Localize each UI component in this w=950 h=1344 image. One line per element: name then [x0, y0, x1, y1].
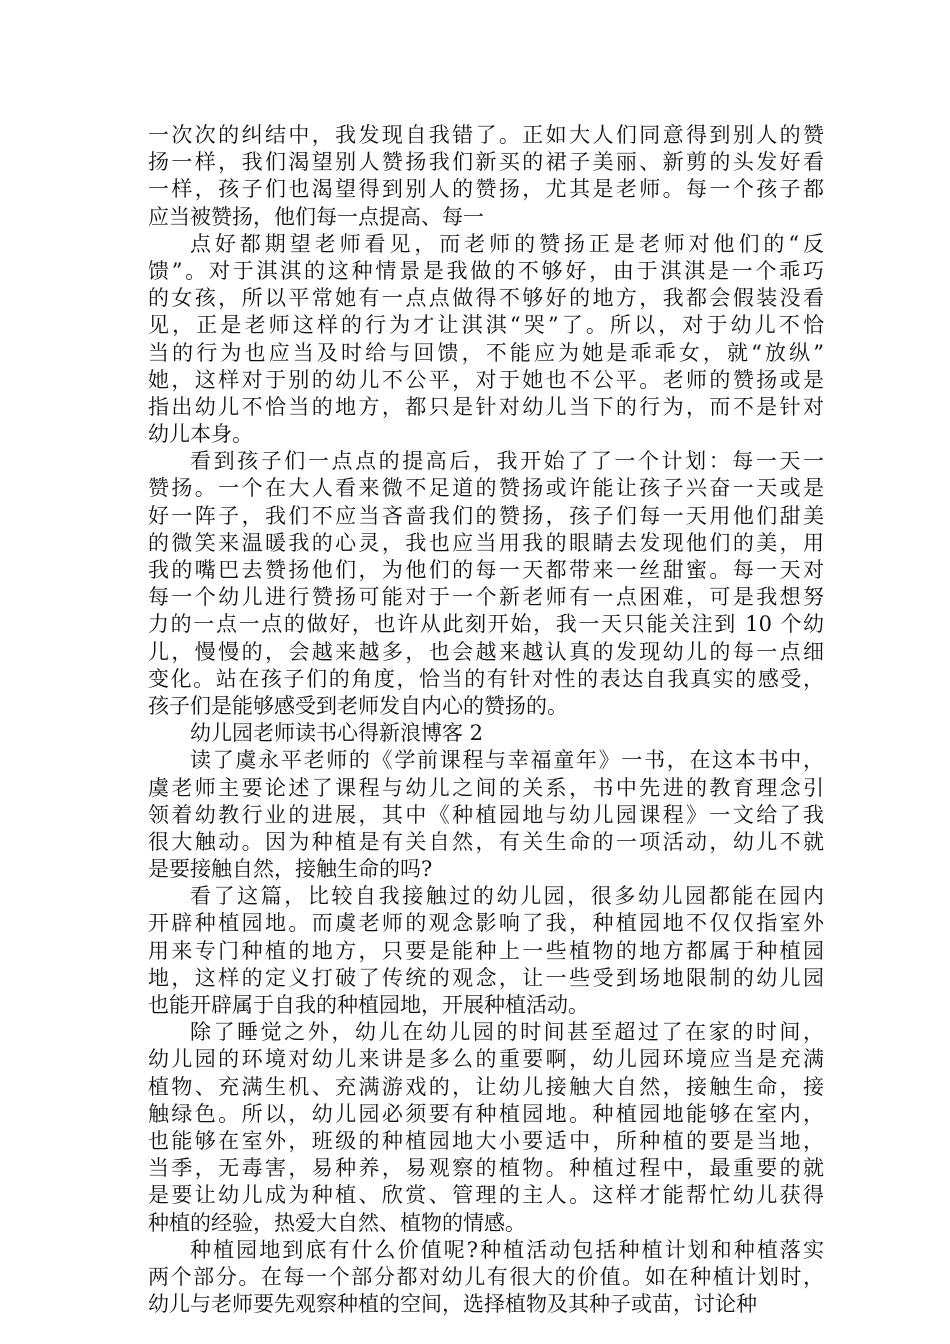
- text-line: 孩子们是能够感受到老师发自内心的赞扬的。: [148, 693, 568, 718]
- text-line: 也能够在室外，班级的种植园地大小要适中，所种植的要是当地，: [148, 1128, 824, 1153]
- text-line: 地，这样的定义打破了传统的观念，让一些受到场地限制的幼儿园: [148, 965, 824, 990]
- paragraph: [148, 1237, 824, 1319]
- text-line: 当的行为也应当及时给与回馈，不能应为她是乖乖女，就“放纵”: [148, 340, 824, 365]
- paragraph: [148, 1019, 824, 1237]
- text-line: 开辟种植园地。而虞老师的观念影响了我，种植园地不仅仅指室外: [148, 911, 824, 936]
- text-line: 变化。站在孩子们的角度，恰当的有针对性的表达自我真实的感受，: [148, 666, 824, 691]
- paragraph: [148, 883, 824, 1019]
- text-line: 当季，无毒害，易种养，易观察的植物。种植过程中，最重要的就: [148, 1156, 824, 1181]
- text-line: 幼儿与老师要先观察种植的空间，选择植物及其种子或苗，讨论种: [148, 1292, 757, 1317]
- text-line: 植物、充满生机、充满游戏的，让幼儿接触大自然，接触生命，接: [148, 1074, 824, 1099]
- text-line: 虞老师主要论述了课程与幼儿之间的关系，书中先进的教育理念引: [148, 775, 824, 800]
- text-line: 每一个幼儿进行赞扬可能对于一个新老师有一点困难，可是我想努: [148, 585, 824, 610]
- text-line: 领着幼教行业的进展，其中《种植园地与幼儿园课程》一文给了我: [148, 802, 824, 827]
- text-line: 见，正是老师这样的行为才让淇淇“哭”了。所以，对于幼儿不恰: [148, 313, 824, 338]
- text-line: 扬一样，我们渴望别人赞扬我们新买的裙子美丽、新剪的头发好看: [148, 150, 824, 175]
- text-line: 一次次的纠结中，我发现自我错了。正如大人们同意得到别人的赞: [148, 123, 824, 147]
- text-line: 儿，慢慢的，会越来越多，也会越来越认真的发现幼儿的每一点细: [148, 639, 824, 664]
- paragraph: [148, 720, 824, 747]
- paragraph: [148, 231, 824, 449]
- text-line: 应当被赞扬，他们每一点提高、每一: [148, 204, 484, 229]
- text-line: 的微笑来温暖我的心灵，我也应当用我的眼睛去发现他们的美，用: [148, 530, 824, 555]
- text-line: 幼儿本身。: [148, 422, 253, 447]
- text-line: 看了这篇，比较自我接触过的幼儿园，很多幼儿园都能在园内: [190, 884, 824, 909]
- text-line: 幼儿园老师读书心得新浪博客 2: [190, 721, 484, 746]
- text-line: 两个部分。在每一个部分都对幼儿有很大的价值。如在种植计划时，: [148, 1264, 824, 1289]
- text-line: 一样，孩子们也渴望得到别人的赞扬，尤其是老师。每一个孩子都: [148, 177, 824, 202]
- paragraph: [148, 122, 824, 231]
- text-line: 很大触动。因为种植是有关自然，有关生命的一项活动，幼儿不就: [148, 829, 824, 854]
- text-line: 幼儿园的环境对幼儿来讲是多么的重要啊，幼儿园环境应当是充满: [148, 1047, 824, 1072]
- paragraph: [148, 747, 824, 883]
- document-page: [148, 122, 824, 1318]
- text-line: 赞扬。一个在大人看来微不足道的赞扬或许能让孩子兴奋一天或是: [148, 476, 824, 501]
- text-line: 看到孩子们一点点的提高后，我开始了了一个计划：每一天一: [190, 449, 824, 474]
- text-line: 是要让幼儿成为种植、欣赏、管理的主人。这样才能帮忙幼儿获得: [148, 1183, 824, 1208]
- text-line: 点好都期望老师看见，而老师的赞扬正是老师对他们的“反: [190, 231, 824, 256]
- text-line: 用来专门种植的地方，只要是能种上一些植物的地方都属于种植园: [148, 938, 824, 963]
- paragraph: [148, 448, 824, 720]
- text-line: 的女孩，所以平常她有一点点做得不够好的地方，我都会假装没看: [148, 286, 824, 311]
- text-line: 种植园地到底有什么价值呢?种植活动包括种植计划和种植落实: [190, 1237, 824, 1262]
- text-line: 她，这样对于别的幼儿不公平，对于她也不公平。老师的赞扬或是: [148, 367, 824, 392]
- text-line: 馈”。对于淇淇的这种情景是我做的不够好，由于淇淇是一个乖巧: [148, 258, 824, 283]
- text-line: 我的嘴巴去赞扬他们，为他们的每一天都带来一丝甜蜜。每一天对: [148, 558, 824, 582]
- text-line: 力的一点一点的做好，也许从此刻开始，我一天只能关注到 10 个幼: [148, 612, 824, 637]
- text-line: 触绿色。所以，幼儿园必须要有种植园地。种植园地能够在室内，: [148, 1101, 824, 1126]
- text-line: 除了睡觉之外，幼儿在幼儿园的时间甚至超过了在家的时间，: [190, 1020, 824, 1045]
- text-line: 也能开辟属于自我的种植园地，开展种植活动。: [148, 993, 589, 1017]
- text-line: 种植的经验，热爱大自然、植物的情感。: [148, 1210, 526, 1235]
- text-line: 读了虞永平老师的《学前课程与幸福童年》一书，在这本书中，: [190, 748, 824, 773]
- text-line: 好一阵子，我们不应当吝啬我们的赞扬，孩子们每一天用他们甜美: [148, 503, 824, 528]
- text-line: 指出幼儿不恰当的地方，都只是针对幼儿当下的行为，而不是针对: [148, 394, 824, 419]
- text-line: 是要接触自然，接触生命的吗?: [148, 857, 433, 882]
